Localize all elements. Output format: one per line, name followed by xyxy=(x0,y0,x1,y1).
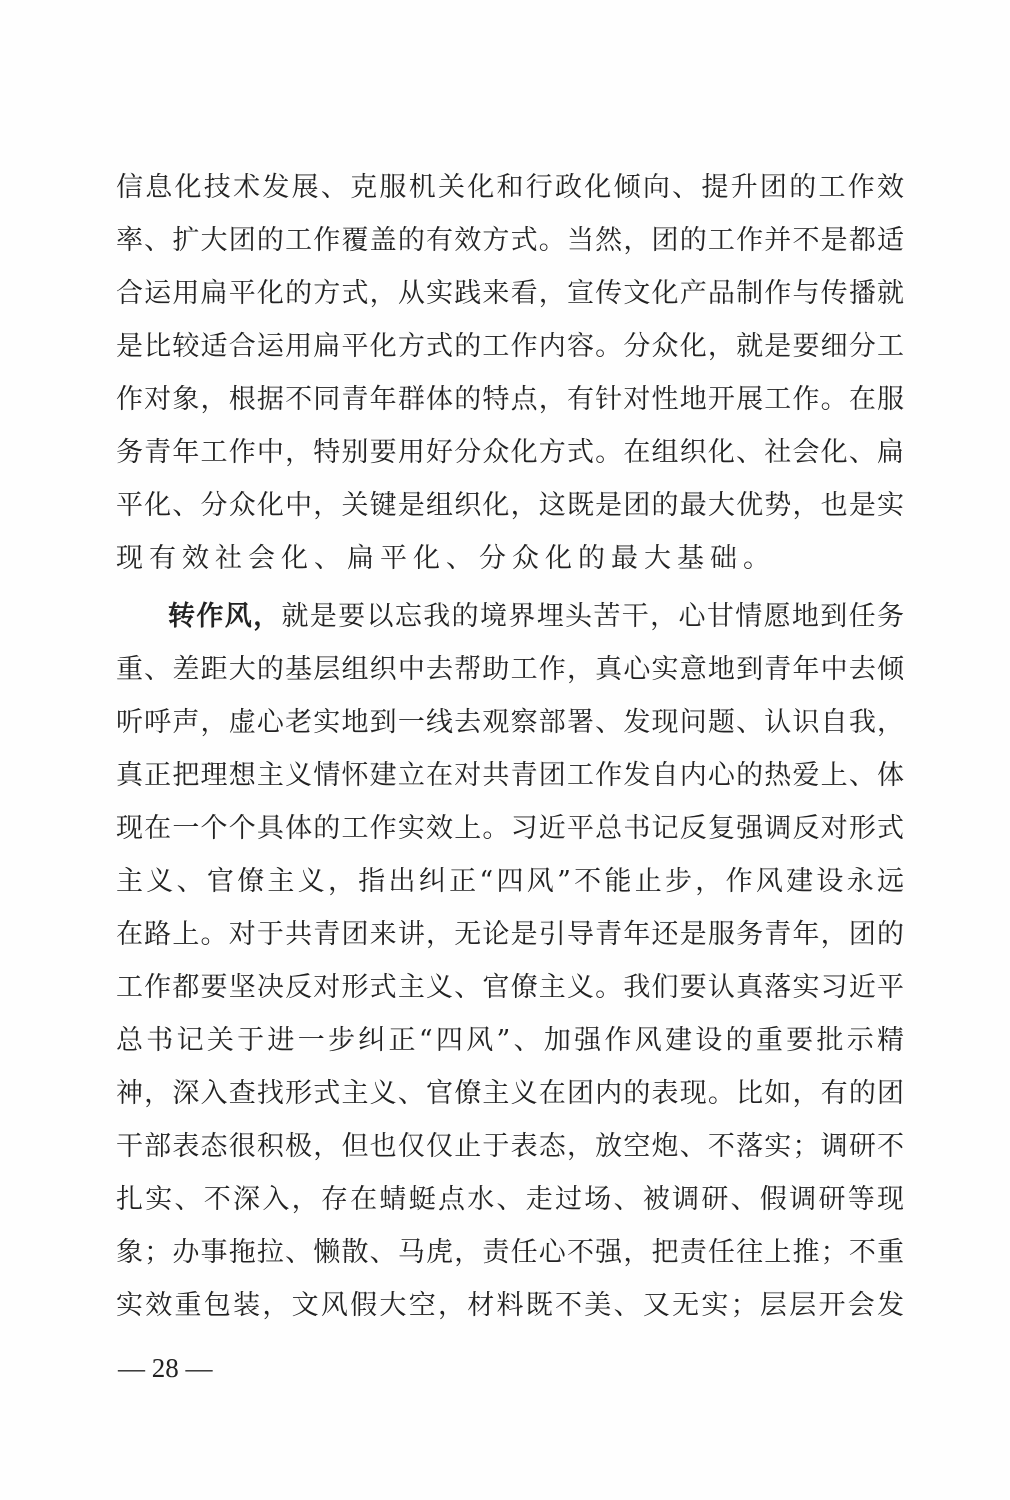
paragraph-2-line-10: 神，深入查找形式主义、官僚主义在团内的表现。比如，有的团 xyxy=(116,1078,904,1109)
paragraph-1-line-8: 现有效社会化、扁平化、分众化的最大基础。 xyxy=(116,543,776,574)
paragraph-2-line-1 xyxy=(168,595,904,639)
paragraph-2-line-7: 在路上。对于共青团来讲，无论是引导青年还是服务青年，团的 xyxy=(116,919,904,950)
paragraph-2-line-3: 听呼声，虚心老实地到一线去观察部署、发现问题、认识自我， xyxy=(116,707,904,738)
paragraph-2-line-1-text: 就是要以忘我的境界埋头苦干，心甘情愿地到任务 xyxy=(281,601,905,632)
paragraph-2-line-14: 实效重包装，文风假大空，材料既不美、又无实；层层开会发 xyxy=(116,1290,904,1321)
paragraph-2-line-8: 工作都要坚决反对形式主义、官僚主义。我们要认真落实习近平 xyxy=(116,972,904,1003)
paragraph-1-line-4: 是比较适合运用扁平化方式的工作内容。分众化，就是要细分工 xyxy=(116,331,904,362)
paragraph-1-line-6: 务青年工作中，特别要用好分众化方式。在组织化、社会化、扁 xyxy=(116,437,904,468)
paragraph-1-line-1: 信息化技术发展、克服机关化和行政化倾向、提升团的工作效 xyxy=(116,172,904,203)
paragraph-2-lead: 转作风， xyxy=(168,601,282,632)
paragraph-1-line-2: 率、扩大团的工作覆盖的有效方式。当然，团的工作并不是都适 xyxy=(116,225,904,256)
paragraph-2-line-12: 扎实、不深入，存在蜻蜓点水、走过场、被调研、假调研等现 xyxy=(116,1184,904,1215)
paragraph-2-line-13: 象；办事拖拉、懒散、马虎，责任心不强，把责任往上推；不重 xyxy=(116,1237,904,1268)
paragraph-2-line-4: 真正把理想主义情怀建立在对共青团工作发自内心的热爱上、体 xyxy=(116,760,904,791)
paragraph-1-line-3: 合运用扁平化的方式，从实践来看，宣传文化产品制作与传播就 xyxy=(116,278,904,309)
page-number: — 28 — xyxy=(118,1353,213,1383)
paragraph-1-line-7: 平化、分众化中，关键是组织化，这既是团的最大优势，也是实 xyxy=(116,490,904,521)
paragraph-1-line-5: 作对象，根据不同青年群体的特点，有针对性地开展工作。在服 xyxy=(116,384,904,415)
paragraph-2-line-5: 现在一个个具体的工作实效上。习近平总书记反复强调反对形式 xyxy=(116,813,904,844)
paragraph-2-line-2: 重、差距大的基层组织中去帮助工作，真心实意地到青年中去倾 xyxy=(116,654,904,685)
paragraph-2-line-6: 主义、官僚主义，指出纠正“四风”不能止步，作风建设永远 xyxy=(116,866,904,897)
paragraph-2-line-9: 总书记关于进一步纠正“四风”、加强作风建设的重要批示精 xyxy=(116,1025,904,1056)
paragraph-2-line-11: 干部表态很积极，但也仅仅止于表态，放空炮、不落实；调研不 xyxy=(116,1131,904,1162)
